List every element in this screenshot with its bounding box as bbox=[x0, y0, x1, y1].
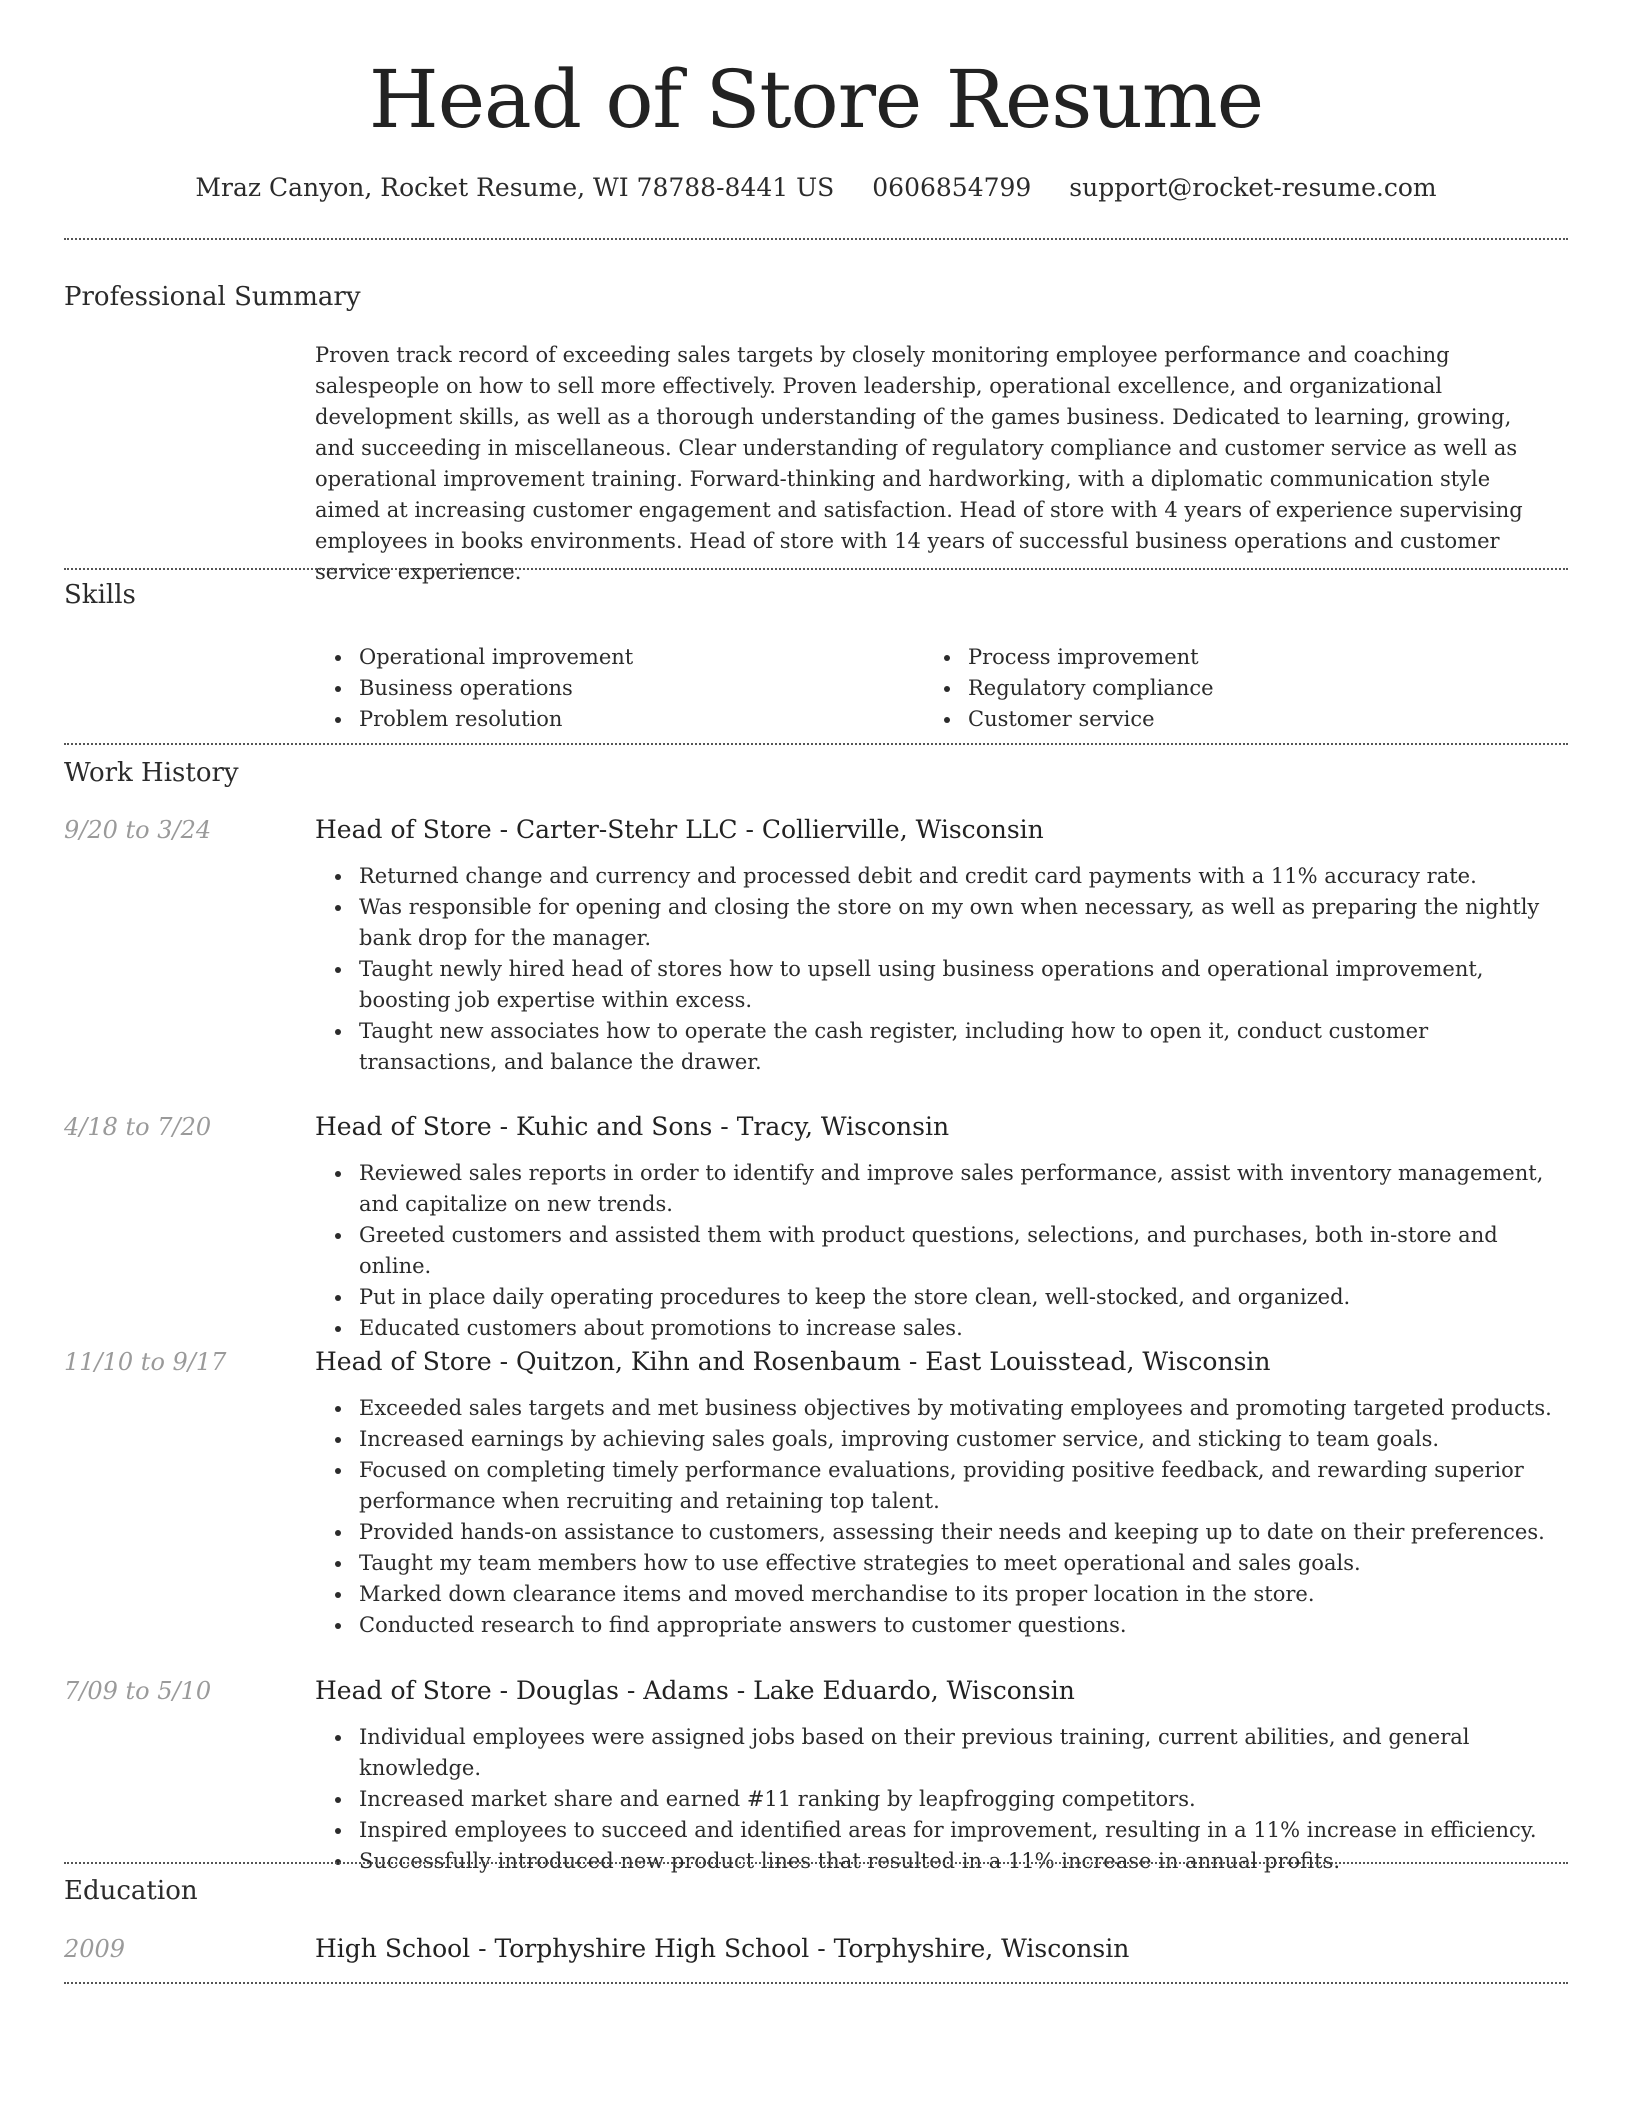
job-bullet: Educated customers about promotions to increase sales. bbox=[315, 1313, 1565, 1344]
skill-item: Problem resolution bbox=[315, 704, 875, 735]
job-bullet: Taught my team members how to use effective strategies to meet operational and sales goals. bbox=[315, 1548, 1565, 1579]
job-bullets bbox=[315, 1158, 1565, 1344]
skill-item: Regulatory compliance bbox=[924, 673, 1524, 704]
education-title: High School - Torphyshire High School - Torphyshire, Wisconsin bbox=[315, 1934, 1130, 1963]
education-date: 2009 bbox=[64, 1935, 126, 1963]
contact-info bbox=[64, 170, 1568, 206]
contact-phone: 0606854799 bbox=[872, 173, 1032, 202]
skills-heading: Skills bbox=[64, 580, 136, 610]
job-bullet: Taught newly hired head of stores how to upsell using business operations and operational improvement, boosting job expertise within excess. bbox=[315, 954, 1565, 1016]
skills-list-left bbox=[315, 642, 875, 735]
job-date: 4/18 to 7/20 bbox=[64, 1113, 212, 1141]
education-heading: Education bbox=[64, 1876, 198, 1906]
job-bullets bbox=[315, 1393, 1565, 1641]
contact-email: support@rocket-resume.com bbox=[1069, 173, 1437, 202]
job-bullet: Marked down clearance items and moved merchandise to its proper location in the store. bbox=[315, 1579, 1565, 1610]
contact-address: Mraz Canyon, Rocket Resume, WI 78788-8441 US bbox=[195, 173, 835, 202]
skill-item: Operational improvement bbox=[315, 642, 875, 673]
job-bullet: Exceeded sales targets and met business objectives by motivating employees and promoting targeted products. bbox=[315, 1393, 1565, 1424]
job-bullet: Provided hands-on assistance to customers, assessing their needs and keeping up to date on their preferences. bbox=[315, 1517, 1565, 1548]
resume-title: Head of Store Resume bbox=[368, 53, 1264, 146]
job-title: Head of Store - Quitzon, Kihn and Rosenbaum - East Louisstead, Wisconsin bbox=[315, 1347, 1271, 1376]
job-bullet: Returned change and currency and processed debit and credit card payments with a 11% accuracy rate. bbox=[315, 861, 1565, 892]
job-bullets bbox=[315, 1722, 1565, 1877]
divider bbox=[64, 743, 1568, 745]
job-date: 9/20 to 3/24 bbox=[64, 816, 212, 844]
job-bullet: Focused on completing timely performance evaluations, providing positive feedback, and rewarding superior performance when recruiting and retaining top talent. bbox=[315, 1455, 1565, 1517]
skill-item: Process improvement bbox=[924, 642, 1524, 673]
job-bullet: Increased market share and earned #11 ranking by leapfrogging competitors. bbox=[315, 1784, 1565, 1815]
job-title: Head of Store - Douglas - Adams - Lake Eduardo, Wisconsin bbox=[315, 1676, 1075, 1705]
summary-text: Proven track record of exceeding sales targets by closely monitoring employee performance and coaching salespeople on how to sell more effectively. Proven leadership, operational excellence, and organizational development skills, as well as a thorough understanding of the games business. Dedicated to learning, growing, and succeeding in miscellaneous. Clear understanding of regulatory compliance and customer service as well as operational improvement training. Forward-thinking and hardworking, with a diplomatic communication style aimed at increasing customer engagement and satisfaction. Head of store with 4 years of experience supervising employees in books environments. Head of store with 14 years of successful business operations and customer service experience. bbox=[315, 343, 1523, 584]
job-bullet: Put in place daily operating procedures to keep the store clean, well-stocked, and organized. bbox=[315, 1282, 1565, 1313]
job-title: Head of Store - Carter-Stehr LLC - Collierville, Wisconsin bbox=[315, 815, 1044, 844]
job-bullets bbox=[315, 861, 1565, 1078]
job-bullet: Inspired employees to succeed and identified areas for improvement, resulting in a 11% increase in efficiency. bbox=[315, 1815, 1565, 1846]
job-bullet: Conducted research to find appropriate answers to customer questions. bbox=[315, 1610, 1565, 1641]
work-history-heading: Work History bbox=[64, 758, 239, 788]
job-date: 7/09 to 5/10 bbox=[64, 1677, 212, 1705]
divider bbox=[64, 238, 1568, 240]
job-bullet: Increased earnings by achieving sales goals, improving customer service, and sticking to team goals. bbox=[315, 1424, 1565, 1455]
summary-heading: Professional Summary bbox=[64, 282, 361, 312]
skill-item: Customer service bbox=[924, 704, 1524, 735]
job-date: 11/10 to 9/17 bbox=[64, 1348, 227, 1376]
job-bullet: Reviewed sales reports in order to identify and improve sales performance, assist with inventory management, and capitalize on new trends. bbox=[315, 1158, 1565, 1220]
divider bbox=[64, 568, 1568, 570]
job-bullet: Was responsible for opening and closing the store on my own when necessary, as well as preparing the nightly bank drop for the manager. bbox=[315, 892, 1565, 954]
divider bbox=[64, 1982, 1568, 1984]
job-bullet: Successfully introduced new product lines that resulted in a 11% increase in annual profits. bbox=[315, 1846, 1565, 1877]
job-bullet: Individual employees were assigned jobs based on their previous training, current abilities, and general knowledge. bbox=[315, 1722, 1565, 1784]
job-bullet: Taught new associates how to operate the cash register, including how to open it, conduct customer transactions, and balance the drawer. bbox=[315, 1016, 1565, 1078]
skill-item: Business operations bbox=[315, 673, 875, 704]
job-bullet: Greeted customers and assisted them with product questions, selections, and purchases, both in-store and online. bbox=[315, 1220, 1565, 1282]
skills-list-right bbox=[924, 642, 1524, 735]
job-title: Head of Store - Kuhic and Sons - Tracy, Wisconsin bbox=[315, 1112, 950, 1141]
divider bbox=[64, 1862, 1568, 1864]
